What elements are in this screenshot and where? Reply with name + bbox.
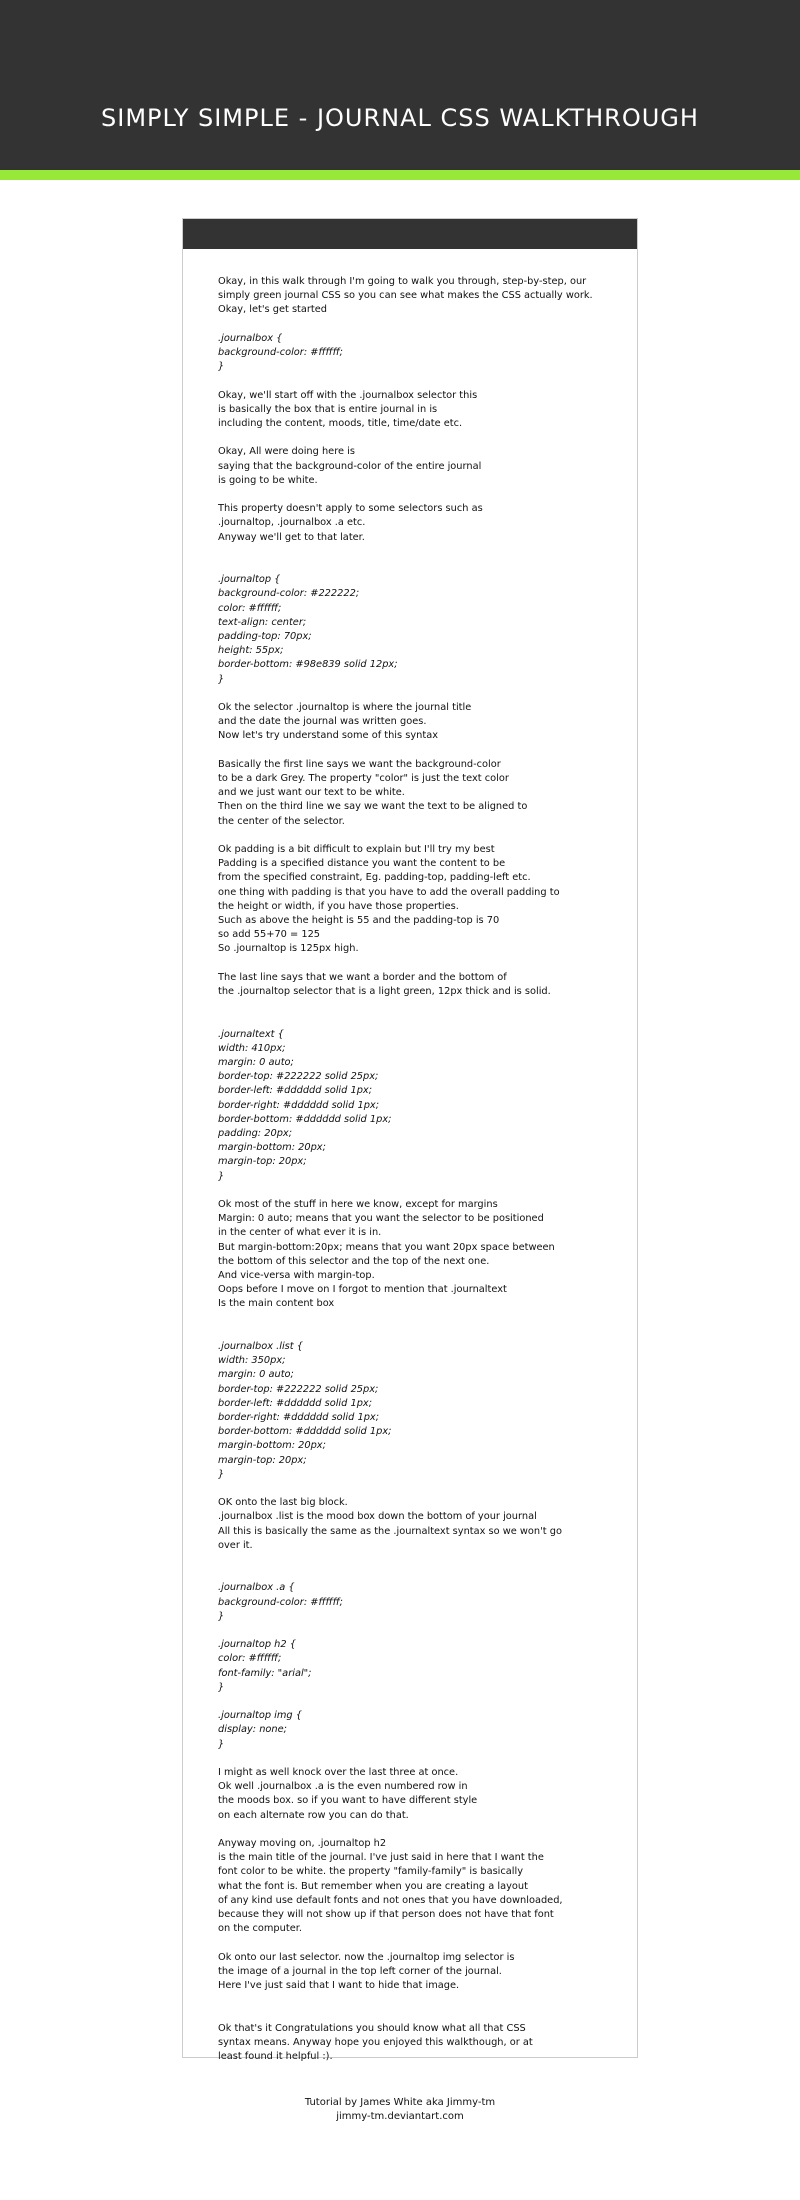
text-paragraph: Basically the first line says we want the background-color to be a dark Grey. The property "color" is just the text color and we just want our text to be white. Then on the third line we say we want the text to be aligned to the center of the selector. — [218, 758, 528, 827]
green-stripe — [0, 170, 800, 180]
text-paragraph: Ok the selector .journaltop is where the journal title and the date the journal was written goes. Now let's try understand some of this syntax — [218, 702, 472, 742]
code-block: .journalbox { background-color: #ffffff; } — [218, 332, 343, 373]
code-block: .journalbox .list { width: 350px; margin: 0 auto; border-top: #222222 solid 25px; border-left: #dddddd solid 1px; border-right: #dddddd solid 1px; border-bottom: #dddddd solid 1px; margin-bottom: 20px; margin-top: 20px; } — [218, 1341, 392, 1480]
journal-box — [182, 218, 638, 2063]
code-block: .journaltop h2 { color: #ffffff; font-family: "arial"; } — [218, 1639, 312, 1693]
code-block: .journalbox .a { background-color: #ffffff; } — [218, 1582, 343, 1622]
footer-site-link[interactable]: jimmy-tm.deviantart.com — [336, 2111, 464, 2122]
top-banner — [0, 0, 800, 170]
code-block: .journaltext { width: 410px; margin: 0 auto; border-top: #222222 solid 25px; border-left: #dddddd solid 1px; border-right: #dddddd solid 1px; border-bottom: #dddddd solid 1px; padding: 20px; margin-bottom: 20px; margin-top: 20px; } — [218, 1028, 392, 1182]
text-paragraph: I might as well knock over the last three at once. Ok well .journalbox .a is the even numbered row in the moods box. so if you want to have different style on each alternate row you can do that. — [218, 1767, 478, 1821]
page-title: SIMPLY SIMPLE - JOURNAL CSS WALKTHROUGH — [101, 104, 699, 132]
text-paragraph: This property doesn't apply to some selectors such as .journaltop, .journalbox .a etc. Anyway we'll get to that later. — [218, 503, 483, 543]
journal-text — [218, 275, 608, 2078]
footer — [0, 2096, 800, 2124]
code-block: .journaltop { background-color: #222222; color: #ffffff; text-align: center; padding-top: 70px; height: 55px; border-bottom: #98e839 solid 12px; } — [218, 574, 398, 685]
code-block: .journaltop img { display: none; } — [218, 1710, 303, 1750]
journal-top-bar — [183, 219, 637, 249]
text-paragraph: The last line says that we want a border and the bottom of the .journaltop selector that is a light green, 12px thick and is solid. — [218, 971, 551, 998]
text-paragraph: Ok that's it Congratulations you should know what all that CSS syntax means. Anyway hope you enjoyed this walkthough, or at least found it helpful :). — [218, 2022, 533, 2063]
footer-credit: Tutorial by James White aka Jimmy-tm — [304, 2097, 496, 2108]
text-paragraph: Okay, All were doing here is saying that the background-color of the entire journal is going to be white. — [218, 446, 482, 486]
text-paragraph: Ok most of the stuff in here we know, except for margins Margin: 0 auto; means that you want the selector to be positioned in the center of what ever it is in. But margin-bottom:20px; means that you want 20px space between the bottom of this selector and the top of the next one. And vice-versa with margin-top. Oops before I move on I forgot to mention that .journaltext Is the main content box — [218, 1199, 555, 1310]
text-paragraph: Okay, in this walk through I'm going to walk you through, step-by-step, our simply green journal CSS so you can see what makes the CSS actually work. Okay, let's get started — [218, 276, 593, 316]
text-paragraph: Anyway moving on, .journaltop h2 is the main title of the journal. I've just said in here that I want the font color to be white. the property "family-family" is basically what the font is. But remember when you are creating a layout of any kind use default fonts and not ones that you have downloaded, because they will not show up if that person does not have that font on the computer. — [218, 1838, 563, 1935]
text-paragraph: Ok padding is a bit difficult to explain but I'll try my best Padding is a specified distance you want the content to be from the specified constraint, Eg. padding-top, padding-left etc. one thing with padding is that you have to add the overall padding to the height or width, if you have those properties. Such as above the height is 55 and the padding-top is 70 so add 55+70 = 125 So .journaltop is 125px high. — [218, 844, 560, 955]
text-paragraph: Okay, we'll start off with the .journalbox selector this is basically the box that is entire journal in is including the content, moods, title, time/date etc. — [218, 389, 478, 429]
text-paragraph: OK onto the last big block. .journalbox .list is the mood box down the bottom of your journal All this is basically the same as the .journaltext syntax so we won't go over it. — [218, 1497, 562, 1551]
text-paragraph: Ok onto our last selector. now the .journaltop img selector is the image of a journal in the top left corner of the journal. Here I've just said that I want to hide that image. — [218, 1951, 515, 1992]
